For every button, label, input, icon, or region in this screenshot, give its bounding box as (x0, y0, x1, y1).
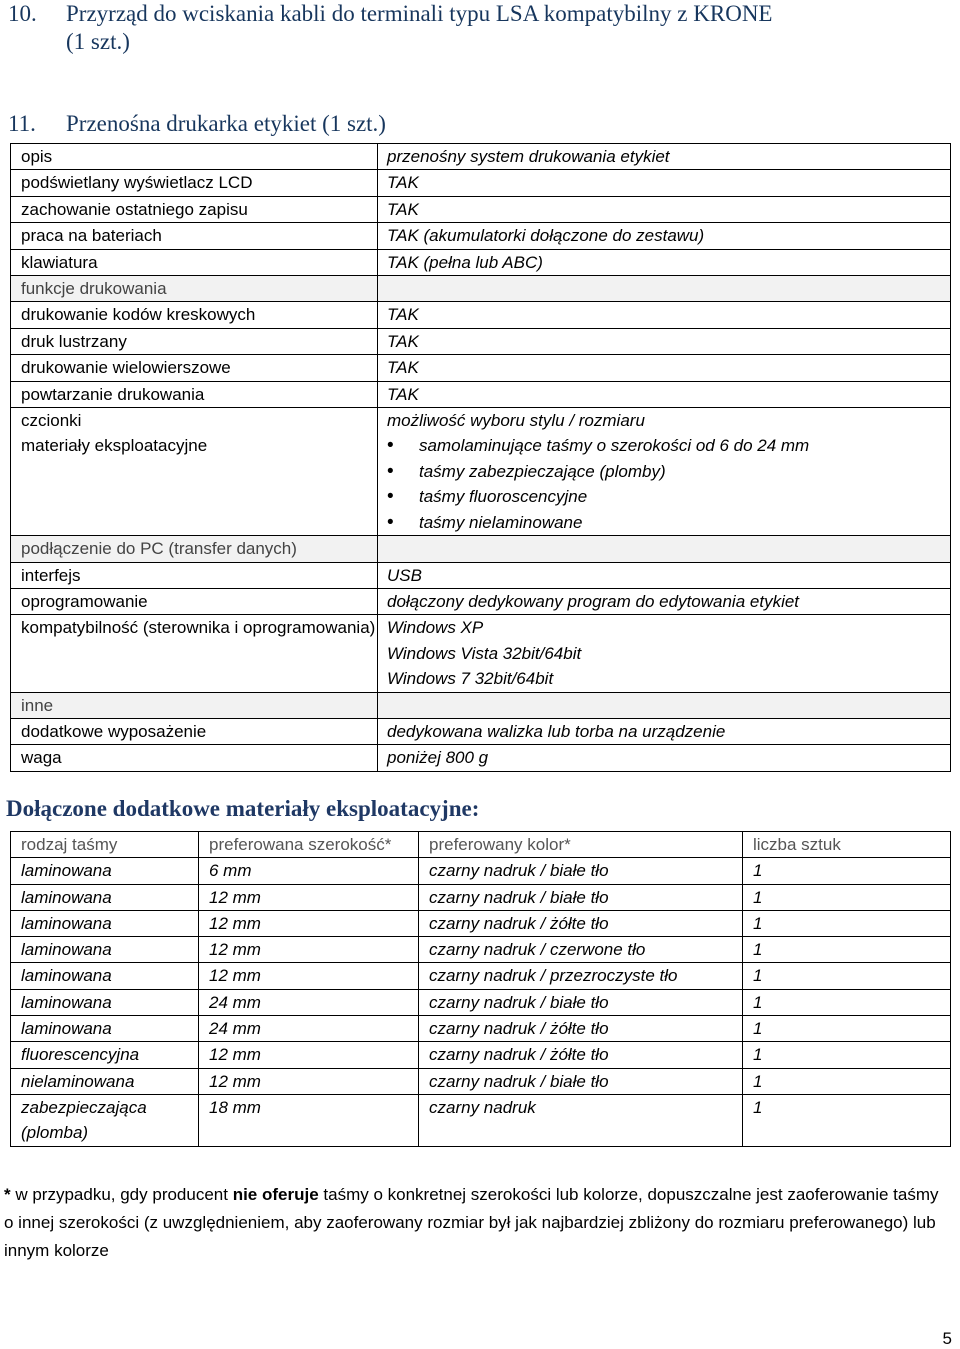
tape-header-cell: preferowany kolor* (419, 832, 743, 858)
spec-label: inne (11, 692, 378, 718)
spec-value: TAK (378, 170, 951, 196)
spec-row (11, 249, 951, 275)
spec-value: dołączony dedykowany program do edytowania etykiet (378, 588, 951, 614)
tape-cell: 12 mm (199, 963, 419, 989)
tape-header-cell: liczba sztuk (743, 832, 951, 858)
spec-row (11, 355, 951, 381)
spec-value: USB (378, 562, 951, 588)
spec-table (10, 143, 951, 772)
heading-number: 11. (8, 111, 36, 136)
spec-row (11, 692, 951, 718)
spec-value: TAK (378, 302, 951, 328)
spec-label: opis (11, 144, 378, 170)
spec-label: druk lustrzany (11, 328, 378, 354)
footnote-text-post: taśmy o konkretnej szerokości lub kolorze, dopuszczalne jest zaoferowanie taśmy o innej szerokości (z uwzględnieniem, aby zaoferowany rozmiar był jak najbardziej zbliżony do rozmiaru preferowanego) lub innym kolorze (4, 1185, 939, 1260)
tape-row (11, 884, 951, 910)
tape-row (11, 1042, 951, 1068)
bullet-item: • samolaminujące taśmy o szerokości od 6 do 24 mm (419, 433, 950, 458)
spec-label: interfejs (11, 562, 378, 588)
tape-header-cell: rodzaj taśmy (11, 832, 199, 858)
heading-number: 10. (8, 1, 37, 26)
spec-label: dodatkowe wyposażenie (11, 718, 378, 744)
spec-value: TAK (378, 355, 951, 381)
tape-cell: 24 mm (199, 1016, 419, 1042)
spec-label: waga (11, 745, 378, 771)
spec-row (11, 408, 951, 434)
spec-value (378, 692, 951, 718)
tape-cell: laminowana (11, 858, 199, 884)
footnote-text-pre: w przypadku, gdy producent (10, 1185, 233, 1204)
tape-cell: laminowana (11, 937, 199, 963)
tape-cell: 1 (743, 963, 951, 989)
tape-row (11, 1094, 951, 1146)
spec-label: praca na bateriach (11, 223, 378, 249)
heading-item-10 (8, 0, 773, 56)
tape-cell: 1 (743, 910, 951, 936)
tape-row (11, 1016, 951, 1042)
tape-cell: laminowana (11, 989, 199, 1015)
spec-row (11, 381, 951, 407)
tape-cell: 12 mm (199, 910, 419, 936)
tape-cell: 12 mm (199, 884, 419, 910)
bullet-item: • taśmy nielaminowane (419, 510, 950, 535)
spec-value: TAK (pełna lub ABC) (378, 249, 951, 275)
tape-cell: 1 (743, 884, 951, 910)
tape-row (11, 963, 951, 989)
section-title: Dołączone dodatkowe materiały eksploatacyjne: (6, 796, 480, 821)
heading-text-continued: (1 szt.) (66, 29, 130, 54)
spec-row (11, 745, 951, 771)
spec-value-line: Windows 7 32bit/64bit (387, 669, 554, 689)
tape-row (11, 910, 951, 936)
tape-cell: 12 mm (199, 937, 419, 963)
tape-cell: 12 mm (199, 1068, 419, 1094)
tape-cell: fluorescencyjna (11, 1042, 199, 1068)
spec-row (11, 170, 951, 196)
spec-value: TAK (378, 381, 951, 407)
tape-cell: czarny nadruk / białe tło (419, 858, 743, 884)
bullet-item: • taśmy zabezpieczające (plomby) (419, 459, 950, 484)
spec-row (11, 276, 951, 302)
tape-cell: 1 (743, 1068, 951, 1094)
spec-row (11, 718, 951, 744)
spec-value-line: Windows Vista 32bit/64bit (387, 643, 582, 663)
tape-cell: 1 (743, 1094, 951, 1146)
spec-row (11, 328, 951, 354)
tape-cell: 24 mm (199, 989, 419, 1015)
spec-row (11, 562, 951, 588)
tape-header-cell: preferowana szerokość* (199, 832, 419, 858)
spec-value (378, 276, 951, 302)
heading-text: Przenośna drukarka etykiet (1 szt.) (66, 111, 386, 136)
spec-label: funkcje drukowania (11, 276, 378, 302)
tape-row (11, 1068, 951, 1094)
tape-cell: 12 mm (199, 1042, 419, 1068)
spec-value (378, 615, 951, 692)
heading-item-11 (8, 110, 386, 138)
footnote (4, 1181, 949, 1265)
spec-label: klawiatura (11, 249, 378, 275)
tape-cell: 1 (743, 1042, 951, 1068)
spec-label: drukowanie kodów kreskowych (11, 302, 378, 328)
tape-cell: 1 (743, 937, 951, 963)
tape-cell: 1 (743, 1016, 951, 1042)
tape-cell: czarny nadruk / białe tło (419, 989, 743, 1015)
spec-row (11, 588, 951, 614)
tape-cell: czarny nadruk / czerwone tło (419, 937, 743, 963)
spec-label: drukowanie wielowierszowe (11, 355, 378, 381)
tape-row (11, 858, 951, 884)
tape-cell: laminowana (11, 910, 199, 936)
tape-cell: laminowana (11, 884, 199, 910)
tape-cell: 1 (743, 858, 951, 884)
spec-label: czcionki (11, 408, 378, 434)
spec-row (11, 433, 951, 535)
spec-label: podświetlany wyświetlacz LCD (11, 170, 378, 196)
heading-text: Przyrząd do wciskania kabli do terminali typu LSA kompatybilny z KRONE (66, 1, 773, 26)
footnote-bold: nie oferuje (232, 1185, 319, 1204)
spec-label: powtarzanie drukowania (11, 381, 378, 407)
spec-row (11, 302, 951, 328)
spec-value: poniżej 800 g (378, 745, 951, 771)
spec-row (11, 615, 951, 692)
spec-row (11, 223, 951, 249)
tape-cell: czarny nadruk / białe tło (419, 884, 743, 910)
spec-label: kompatybilność (sterownika i oprogramowania) (11, 615, 378, 692)
tape-row (11, 937, 951, 963)
spec-value: przenośny system drukowania etykiet (378, 144, 951, 170)
tape-header-row (11, 832, 951, 858)
tape-cell: czarny nadruk / żółte tło (419, 1042, 743, 1068)
tape-cell: zabezpieczająca (plomba) (11, 1094, 199, 1146)
tape-cell: czarny nadruk / białe tło (419, 1068, 743, 1094)
spec-label: oprogramowanie (11, 588, 378, 614)
tape-cell: 1 (743, 989, 951, 1015)
tape-table (10, 831, 951, 1147)
spec-value: TAK (378, 196, 951, 222)
spec-value (378, 433, 951, 535)
spec-label: podłączenie do PC (transfer danych) (11, 536, 378, 562)
spec-value: możliwość wyboru stylu / rozmiaru (378, 408, 951, 434)
tape-cell: laminowana (11, 963, 199, 989)
tape-cell: nielaminowana (11, 1068, 199, 1094)
spec-value: TAK (378, 328, 951, 354)
spec-value-line: Windows XP (387, 618, 484, 638)
tape-cell: czarny nadruk (419, 1094, 743, 1146)
spec-label: zachowanie ostatniego zapisu (11, 196, 378, 222)
spec-value: TAK (akumulatorki dołączone do zestawu) (378, 223, 951, 249)
tape-cell: czarny nadruk / żółte tło (419, 910, 743, 936)
tape-cell: laminowana (11, 1016, 199, 1042)
tape-cell: czarny nadruk / żółte tło (419, 1016, 743, 1042)
tape-cell: 6 mm (199, 858, 419, 884)
tape-cell: 18 mm (199, 1094, 419, 1146)
page-number: 5 (942, 1329, 952, 1348)
bullet-item: • taśmy fluoroscencyjne (419, 484, 950, 509)
footnote-star: * (4, 1185, 11, 1204)
spec-value (378, 536, 951, 562)
tape-row (11, 989, 951, 1015)
spec-row (11, 536, 951, 562)
spec-row (11, 144, 951, 170)
spec-value: dedykowana walizka lub torba na urządzenie (378, 718, 951, 744)
bullet-list (387, 433, 950, 535)
spec-row (11, 196, 951, 222)
tape-cell: czarny nadruk / przezroczyste tło (419, 963, 743, 989)
spec-label: materiały eksploatacyjne (11, 433, 378, 535)
